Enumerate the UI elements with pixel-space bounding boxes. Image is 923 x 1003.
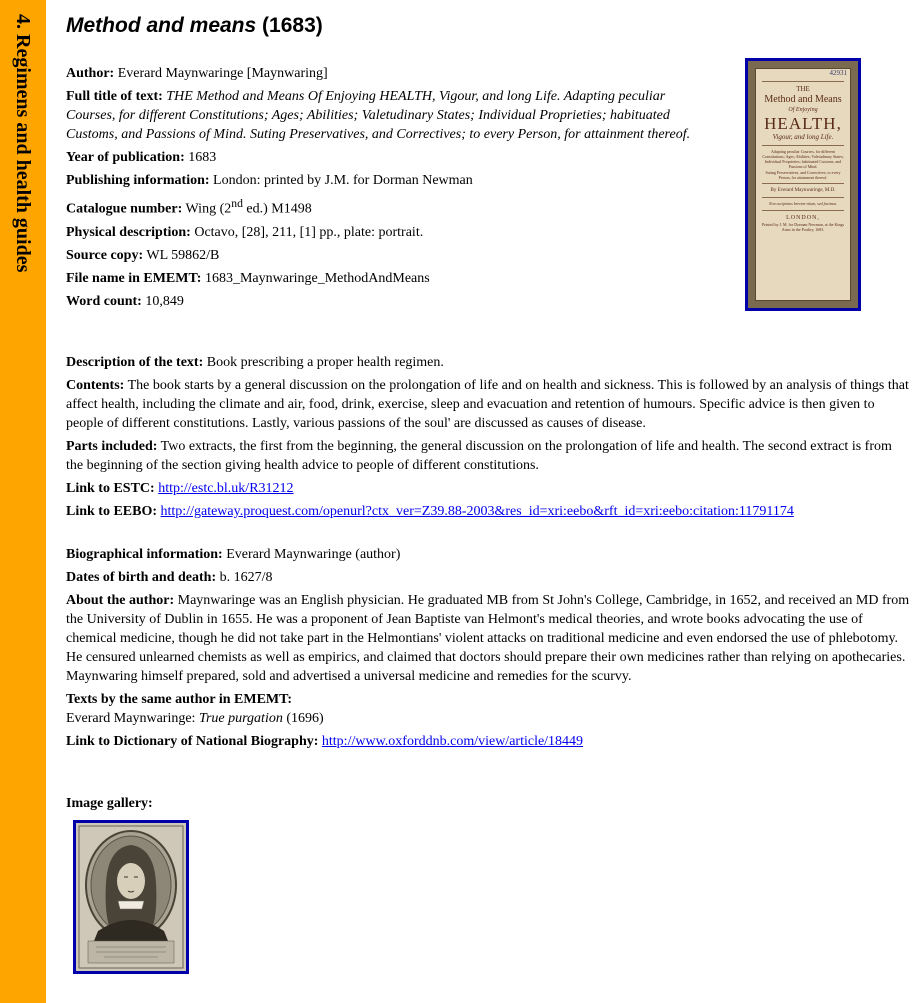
estc-row bbox=[66, 479, 912, 498]
estc-link[interactable]: http://estc.bl.uk/R31212 bbox=[158, 481, 294, 496]
cover-rule bbox=[762, 183, 844, 184]
eebo-link[interactable]: http://gateway.proquest.com/openurl?ctx_ver=Z39.88-2003&res_id=xri:eebo&rft_id=xri:eebo:citation:11791174 bbox=[160, 504, 794, 519]
about-value: Maynwaringe was an English physician. He graduated MB from St John's College, Cambridge, in 1652, and received an MD from the University of Dublin in 1655. He was a proponent of Jean Baptiste van Helmont's medical theories, and wrote books advocating the use of chemical medicine, though he did not take part in the Helmontians' violent attacks on traditional medicine and even endorsed the use of phlebotomy. He censured unlearned chemists as well as empirics, and claimed that doctors should prepare their own medicines rather than relying on apothecaries. Maynwaring himself prepared, sold and advertised a universal medicine and remedies for the scurvy. bbox=[66, 593, 910, 684]
catalogue-label: Catalogue number: bbox=[66, 201, 183, 217]
dates-label: Dates of birth and death: bbox=[66, 570, 217, 585]
source-value: WL 59862/B bbox=[146, 247, 220, 263]
author-value: Everard Maynwaringe [Maynwaring] bbox=[117, 66, 328, 81]
wordcount-label: Word count: bbox=[66, 293, 142, 309]
physical-row bbox=[66, 223, 706, 242]
estc-label: Link to ESTC: bbox=[66, 481, 155, 496]
author-label: Author: bbox=[66, 66, 115, 81]
cover-line-3: Of Enjoying bbox=[788, 107, 818, 113]
about-label: About the author: bbox=[66, 593, 175, 608]
description-block bbox=[66, 353, 912, 525]
biographical-value: Everard Maynwaringe (author) bbox=[226, 547, 401, 562]
cover-line-10: LONDON, bbox=[786, 215, 820, 221]
author-portrait-image[interactable] bbox=[73, 820, 189, 974]
cover-rule bbox=[762, 197, 844, 198]
wordcount-row bbox=[66, 292, 706, 311]
publishing-label: Publishing information: bbox=[66, 173, 210, 188]
cover-line-7: Suting Preservatives, and Correctives; to every Person, for attainment thereof. bbox=[765, 170, 841, 180]
author-row bbox=[66, 64, 706, 83]
texts-value-row bbox=[66, 709, 912, 728]
cover-line-2: Method and Means bbox=[764, 94, 842, 105]
filename-value: 1683_Maynwaringe_MethodAndMeans bbox=[204, 270, 430, 286]
physical-label: Physical description: bbox=[66, 224, 191, 240]
portrait-engraving bbox=[76, 823, 186, 971]
year-row bbox=[66, 148, 706, 167]
catalogue-sup: nd bbox=[231, 197, 243, 210]
dnb-link[interactable]: http://www.oxforddnb.com/view/article/18449 bbox=[321, 734, 584, 749]
full-title-value: THE Method and Means Of Enjoying HEALTH, Vigour, and long Life. Adapting peculiar Courses, for different Constitutions; Ages; Abilities; Valetudinary States; Individual Proprieties; habituated Customs, and Passions of Mind. Suting Preservatives, and Correctives; to every Person, for attainment thereof. bbox=[66, 89, 691, 142]
texts-label-row bbox=[66, 690, 912, 709]
biographical-row bbox=[66, 545, 912, 564]
dates-row bbox=[66, 568, 912, 587]
cover-line-1: THE bbox=[796, 85, 810, 93]
sidebar-label: 4. Regimens and health guides bbox=[12, 14, 34, 273]
title-page-scan bbox=[755, 68, 851, 301]
catalogue-suffix: ed.) M1498 bbox=[242, 201, 312, 217]
parts-value: Two extracts, the first from the beginning, the general discussion on the prolongation of life and health. The second extract is from the beginning of the section giving health advice to people of different constitutions. bbox=[66, 439, 892, 473]
cover-line-11: Printed by J. M. for Dorman Newman, at the Kings Arms in the Poultry, 1683. bbox=[761, 222, 845, 232]
contents-value: The book starts by a general discussion on the prolongation of life and on health and sickness. This is followed by an analysis of things that affect health, including the climate and air, food, drink, exercise, sleep and evacuation and retention of humours. Specific advice is then given to people of different constitutions. Lastly, various passions of the soul' are discussed as causes of disease. bbox=[66, 378, 909, 431]
about-row bbox=[66, 591, 912, 686]
wordcount-value: 10,849 bbox=[145, 293, 184, 309]
physical-value: Octavo, [28], 211, [1] pp., plate: portrait. bbox=[194, 224, 424, 240]
eebo-label: Link to EEBO: bbox=[66, 504, 158, 519]
cover-line-8: By Everard Maynwaringe, M.D. bbox=[770, 188, 836, 193]
title-italic: Method and means bbox=[66, 14, 257, 37]
sidebar bbox=[0, 0, 46, 1003]
source-label: Source copy: bbox=[66, 247, 144, 263]
biography-block bbox=[66, 545, 912, 755]
cover-line-9: Non accipimus brevem vitam, sed facimus. bbox=[768, 201, 838, 206]
dnb-row bbox=[66, 732, 912, 751]
cover-rule bbox=[762, 145, 844, 146]
texts-author: Everard Maynwaringe: bbox=[66, 711, 199, 726]
page-title bbox=[66, 11, 323, 41]
filename-label: File name in EMEMT: bbox=[66, 270, 202, 286]
texts-label: Texts by the same author in EMEMT: bbox=[66, 692, 293, 707]
description-row bbox=[66, 353, 912, 372]
year-label: Year of publication: bbox=[66, 150, 185, 165]
cover-rule bbox=[762, 81, 844, 82]
catalogue-row bbox=[66, 194, 706, 219]
cover-line-6: Adapting peculiar Courses, for different Constitutions; Ages; Abilities; Valetudinary States; Individual Proprieties; habituated Customs, and Passions of Mind. bbox=[762, 149, 844, 169]
publishing-row bbox=[66, 171, 706, 190]
filename-row bbox=[66, 269, 706, 288]
title-page-image[interactable] bbox=[745, 58, 861, 311]
year-value: 1683 bbox=[188, 150, 217, 165]
cover-rule bbox=[762, 210, 844, 211]
description-label: Description of the text: bbox=[66, 355, 204, 370]
parts-label: Parts included: bbox=[66, 439, 158, 454]
texts-year: (1696) bbox=[282, 711, 324, 726]
cover-line-5: Vigour, and long Life. bbox=[772, 133, 834, 141]
full-title-label: Full title of text: bbox=[66, 89, 163, 104]
cover-line-4: HEALTH, bbox=[764, 114, 842, 133]
texts-work: True purgation bbox=[198, 711, 283, 726]
dnb-label: Link to Dictionary of National Biography: bbox=[66, 734, 319, 749]
catalogue-prefix: Wing (2 bbox=[185, 201, 232, 217]
title-year: (1683) bbox=[262, 14, 323, 37]
dates-value: b. 1627/8 bbox=[219, 570, 273, 585]
parts-row bbox=[66, 437, 912, 475]
biographical-label: Biographical information: bbox=[66, 547, 223, 562]
metadata-block bbox=[66, 64, 706, 315]
cover-shelfmark: 42931 bbox=[829, 69, 847, 77]
contents-label: Contents: bbox=[66, 378, 125, 393]
image-gallery-label: Image gallery: bbox=[66, 796, 153, 811]
publishing-value: London: printed by J.M. for Dorman Newman bbox=[213, 173, 473, 188]
description-value: Book prescribing a proper health regimen. bbox=[206, 355, 444, 370]
source-row bbox=[66, 246, 706, 265]
contents-row bbox=[66, 376, 912, 433]
full-title-row bbox=[66, 87, 706, 144]
eebo-row bbox=[66, 502, 912, 521]
